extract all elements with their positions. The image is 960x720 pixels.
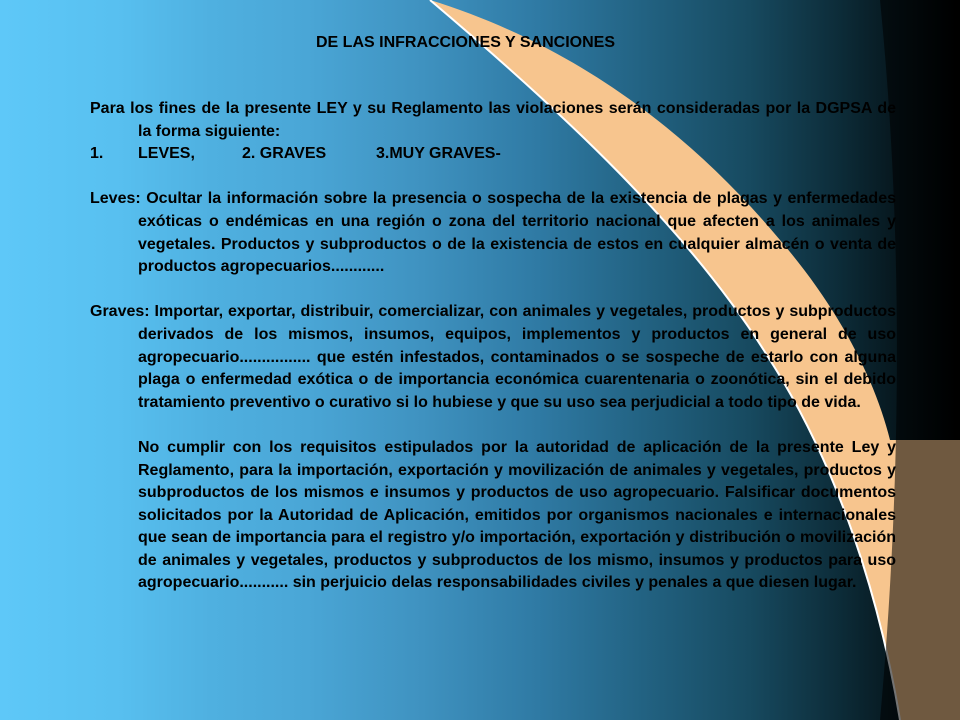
intro-paragraph: Para los fines de la presente LEY y su Reglamento las violaciones serán consideradas por la DGPSA de la forma siguiente:	[90, 100, 896, 140]
slide-body	[90, 98, 896, 595]
graves-paragraph: Graves: Importar, exportar, distribuir, comercializar, con animales y vegetales, productos y subproductos derivados de los mismos, insumos, equipos, implementos y productos en general de uso agropecuario................ que estén infestados, contaminados o se sospeche de estarlo con alguna plaga o enfermedad exótica o de importancia económica cuarentenaria o zoonótica, sin el debido tratamiento preventivo o curativo si lo hubiese y que su uso sea perjudicial a todo tipo de vida.	[90, 303, 896, 411]
list-number: 1.	[90, 145, 104, 163]
list-item-graves: 2. GRAVES	[242, 145, 327, 163]
severity-list	[90, 143, 896, 166]
slide-title: DE LAS INFRACCIONES Y SANCIONES	[316, 34, 616, 51]
list-item-leves: LEVES,	[138, 145, 195, 163]
list-item-muy-graves: 3.MUY GRAVES-	[376, 145, 501, 163]
leves-paragraph: Leves: Ocultar la información sobre la presencia o sospecha de la existencia de plagas y enfermedades exóticas o endémicas en una región o zona del territorio nacional que afecten a los animales y vegetales. Productos y subproductos o de la existencia de estos en cualquier almacén o venta de productos agropecuarios............	[90, 190, 896, 276]
no-cumplir-paragraph: No cumplir con los requisitos estipulados por la autoridad de aplicación de la presente Ley y Reglamento, para la importación, exportación y movilización de animales y vegetales, productos y subproductos de los mismos e insumos y productos de uso agropecuario. Falsificar documentos solicitados por la Autoridad de Aplicación, emitidos por organismos nacionales e internacionales que sean de importancia para el registro y/o importación, exportación y distribución o movilización de animales y vegetales, productos y subproductos de los mismo, insumos y productos para uso agropecuario........... sin perjuicio delas responsabilidades civiles y penales a que diesen lugar.	[138, 438, 896, 592]
